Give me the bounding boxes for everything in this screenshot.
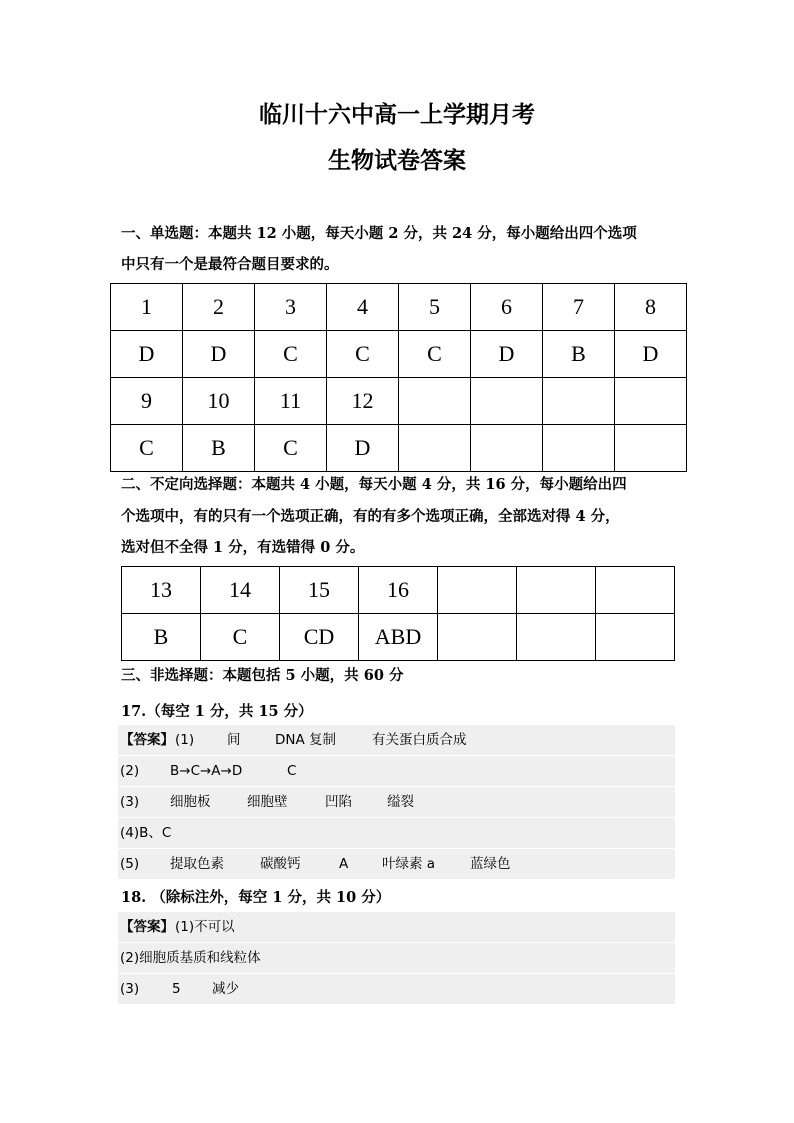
table-cell (596, 567, 675, 614)
table-cell: 11 (255, 378, 327, 425)
section2-instructions-line2: 个选项中，有的只有一个选项正确，有的有多个选项正确，全部选对得 4 分， (121, 508, 620, 525)
q17-l5-b: 碳酸钙 (260, 856, 301, 872)
q17-l4: (4)B、C (120, 825, 172, 841)
table-cell: 12 (327, 378, 399, 425)
table-row (122, 614, 675, 661)
q17-l1-b: DNA 复制 (275, 732, 337, 748)
section2-instructions-line1: 二、不定向选择题：本题共 4 小题，每天小题 4 分，共 16 分，每小题给出四 (121, 476, 627, 493)
q18-answer-line1 (118, 912, 675, 942)
table-cell: D (471, 331, 543, 378)
table-cell (543, 425, 615, 472)
table-cell: 4 (327, 284, 399, 331)
q18-l3-a: 5 (172, 981, 181, 997)
q18-l3-num: (3) (120, 981, 140, 997)
table-cell (471, 425, 543, 472)
q17-answer-line5 (118, 849, 675, 879)
table-cell: 5 (399, 284, 471, 331)
table-cell: D (111, 331, 183, 378)
q17-l3-b: 细胞壁 (247, 794, 288, 810)
q17-l3-num: (3) (120, 794, 140, 810)
section1-instructions-line1: 一、单选题：本题共 12 小题，每天小题 2 分，共 24 分，每小题给出四个选项 (121, 225, 637, 242)
q17-l2-b: C (287, 763, 297, 779)
q18-l1: (1)不可以 (175, 919, 235, 935)
table-cell: C (399, 331, 471, 378)
table-cell: 2 (183, 284, 255, 331)
table-cell: C (111, 425, 183, 472)
q17-l2-a: B→C→A→D (170, 763, 243, 779)
section1-instructions-line2: 中只有一个是最符合题目要求的。 (121, 256, 339, 273)
table-cell (438, 614, 517, 661)
section2-answer-table (121, 566, 675, 661)
q17-heading: 17.（每空 1 分，共 15 分） (121, 703, 313, 720)
table-cell: 14 (201, 567, 280, 614)
table-cell: 13 (122, 567, 201, 614)
table-cell: 9 (111, 378, 183, 425)
table-cell: 8 (615, 284, 687, 331)
q18-l2: (2)细胞质基质和线粒体 (120, 950, 261, 966)
table-cell: B (183, 425, 255, 472)
table-cell: B (122, 614, 201, 661)
table-cell: 16 (359, 567, 438, 614)
q17-l1-a: 间 (227, 732, 241, 748)
q17-answer-line2 (118, 756, 675, 786)
table-cell: B (543, 331, 615, 378)
q18-heading: 18. （除标注外，每空 1 分，共 10 分） (121, 889, 391, 906)
q17-l5-c: A (339, 856, 349, 872)
q18-answer-line3 (118, 974, 675, 1004)
table-cell: 10 (183, 378, 255, 425)
q17-l5-num: (5) (120, 856, 140, 872)
q17-l5-d: 叶绿素 a (382, 856, 436, 872)
q17-l1-c: 有关蛋白质合成 (372, 732, 467, 748)
table-cell: ABD (359, 614, 438, 661)
answer-tag: 【答案】 (120, 919, 174, 935)
q18-l3-b: 减少 (212, 981, 239, 997)
table-cell (596, 614, 675, 661)
table-cell: D (615, 331, 687, 378)
q17-l1-num: (1) (175, 732, 195, 748)
table-cell (615, 425, 687, 472)
table-cell: C (255, 331, 327, 378)
table-cell: C (201, 614, 280, 661)
q17-answer-line3 (118, 787, 675, 817)
table-row (122, 567, 675, 614)
page-title: 临川十六中高一上学期月考 (259, 101, 535, 128)
table-row (111, 378, 687, 425)
page-subtitle: 生物试卷答案 (328, 147, 466, 174)
table-row (111, 331, 687, 378)
table-cell (543, 378, 615, 425)
q17-answer-line1 (118, 725, 675, 755)
q17-l3-c: 凹陷 (325, 794, 352, 810)
q17-l2-num: (2) (120, 763, 140, 779)
table-cell (471, 378, 543, 425)
table-cell: CD (280, 614, 359, 661)
table-cell: D (327, 425, 399, 472)
table-cell (399, 378, 471, 425)
answer-tag: 【答案】 (120, 732, 174, 748)
table-cell (517, 567, 596, 614)
table-row (111, 425, 687, 472)
section3-heading: 三、非选择题：本题包括 5 小题，共 60 分 (121, 667, 404, 684)
table-cell: 1 (111, 284, 183, 331)
table-cell (399, 425, 471, 472)
table-row (111, 284, 687, 331)
table-cell: 7 (543, 284, 615, 331)
q18-answer-line2 (118, 943, 675, 973)
q17-l3-a: 细胞板 (170, 794, 211, 810)
section2-instructions-line3: 选对但不全得 1 分，有选错得 0 分。 (121, 539, 365, 556)
table-cell: C (327, 331, 399, 378)
table-cell (438, 567, 517, 614)
table-cell: 15 (280, 567, 359, 614)
q17-l5-a: 提取色素 (170, 856, 224, 872)
table-cell: D (183, 331, 255, 378)
q17-l3-d: 缢裂 (387, 794, 414, 810)
table-cell: 6 (471, 284, 543, 331)
table-cell (615, 378, 687, 425)
q17-l5-e: 蓝绿色 (470, 856, 511, 872)
section1-answer-table (110, 283, 687, 472)
table-cell: C (255, 425, 327, 472)
table-cell: 3 (255, 284, 327, 331)
q17-answer-line4 (118, 818, 675, 848)
table-cell (517, 614, 596, 661)
